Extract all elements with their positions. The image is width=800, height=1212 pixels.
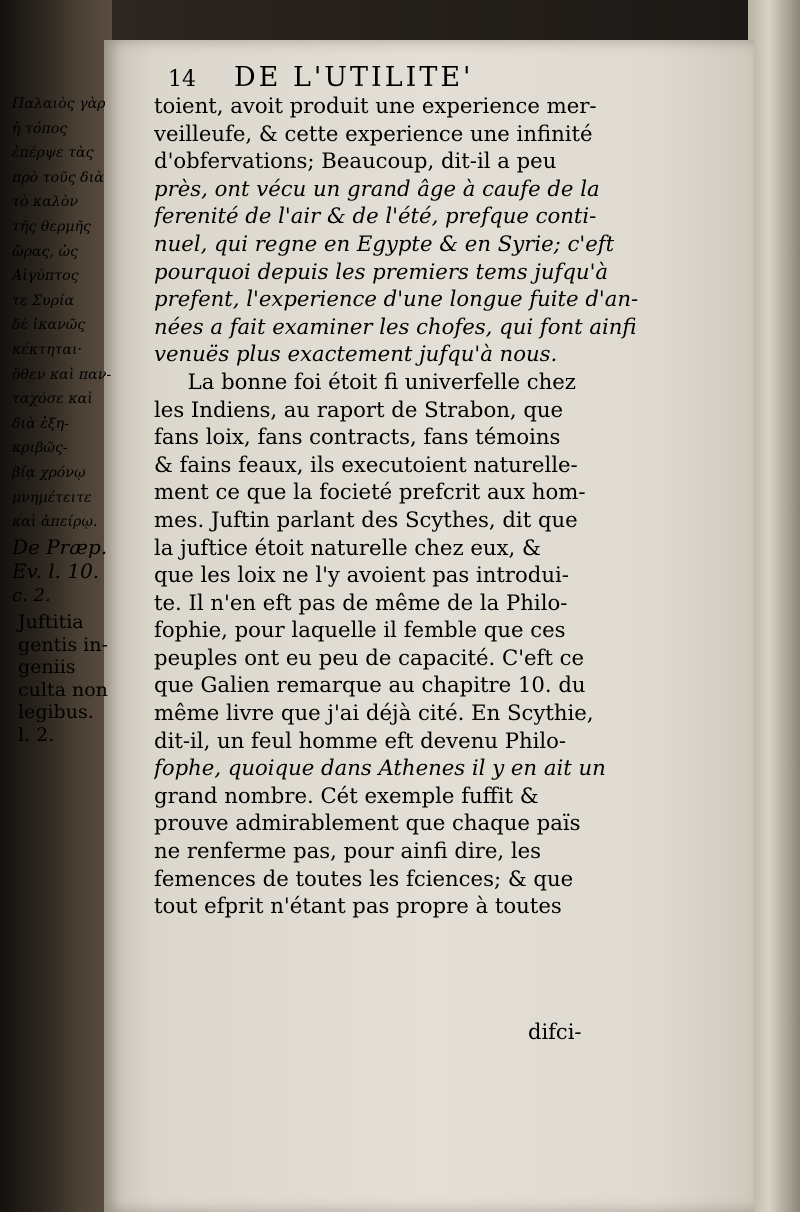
- greek-note-line: βίᾳ χρόνῳ: [12, 464, 86, 481]
- text-line: veilleufe, & cette experience une infinité: [154, 120, 593, 146]
- greek-note-line: μνημέτειτε: [12, 489, 92, 506]
- latin-note-line: legibus.: [18, 701, 94, 723]
- greek-note-line: ὅθεν καὶ παν-: [12, 366, 112, 383]
- greek-note-line: ὥρας, ὡς: [12, 243, 78, 260]
- latin-note-line: Juftitia: [18, 611, 84, 633]
- greek-note-line: καὶ ἀπείρῳ.: [12, 514, 98, 531]
- text-line: La bonne foi étoit fi univerfelle chez: [154, 368, 576, 394]
- text-line: nées a fait examiner les chofes, qui font ainfi: [154, 313, 637, 339]
- text-line: les Indiens, au raport de Strabon, que: [154, 396, 564, 422]
- text-line: ferenité de l'air & de l'été, prefque conti-: [154, 203, 597, 229]
- source-note-line: Ev. l. 10.: [12, 559, 100, 584]
- main-text-column: [154, 92, 646, 920]
- text-line: prouve admirablement que chaque païs: [154, 810, 581, 836]
- text-line: & fains feaux, ils executoient naturelle-: [154, 451, 578, 477]
- greek-note-line: ἐπέρψε τὰς: [12, 145, 94, 162]
- text-line: fans loix, fans contracts, fans témoins: [154, 424, 561, 450]
- text-line: te. Il n'en eft pas de même de la Philo-: [154, 589, 568, 615]
- latin-margin-note: [18, 611, 158, 746]
- text-line: toient, avoit produit une experience mer-: [154, 93, 597, 118]
- text-line: que les loix ne l'y avoient pas introdui-: [154, 562, 569, 588]
- greek-note-line: πρὸ τοῦς διὰ: [12, 169, 104, 186]
- page-edge-right: [748, 0, 800, 1212]
- greek-note-line: δὲ ἱκανῶς: [12, 317, 86, 334]
- greek-note-line: τῆς θερμῆς: [12, 218, 91, 235]
- latin-note-line: l. 2.: [18, 723, 55, 746]
- text-line: la juftice étoit naturelle chez eux, &: [154, 534, 541, 560]
- text-line: venuës plus exactement jufqu'à nous.: [154, 341, 558, 367]
- latin-note-line: gentis in-: [18, 633, 108, 656]
- text-line: ment ce que la focieté prefcrit aux hom-: [154, 479, 586, 505]
- text-line: tout efprit n'étant pas propre à toutes: [154, 893, 562, 919]
- greek-note-line: κριβῶς-: [12, 440, 68, 457]
- page-number: 14: [168, 67, 196, 92]
- greek-note-line: διὰ ἐξη-: [12, 415, 69, 432]
- latin-note-line: culta non: [18, 678, 108, 701]
- text-line: que Galien remarque au chapitre 10. du: [154, 672, 586, 698]
- text-line: grand nombre. Cét exemple fuffit &: [154, 782, 539, 808]
- text-line: peuples ont eu peu de capacité. C'eft ce: [154, 644, 585, 670]
- source-note-line: De Præp.: [12, 534, 108, 559]
- text-line: pourquoi depuis les premiers tems jufqu'à: [154, 258, 609, 284]
- text-line: fophie, pour laquelle il femble que ces: [154, 617, 566, 643]
- greek-note-line: τὸ καλὸν: [12, 194, 78, 211]
- greek-note-line: ἡ τόπος: [12, 120, 68, 137]
- text-line: mes. Juftin parlant des Scythes, dit que: [154, 506, 578, 532]
- greek-margin-note: [12, 92, 147, 608]
- greek-note-line: ταχόσε καὶ: [12, 391, 93, 408]
- text-line: ne renferme pas, pour ainfi dire, les: [154, 838, 542, 864]
- text-line: nuel, qui regne en Egypte & en Syrie; c'eft: [154, 230, 615, 256]
- greek-note-line: τε Συρία: [12, 292, 75, 309]
- text-line: même livre que j'ai déjà cité. En Scythie,: [154, 700, 594, 726]
- text-line: dit-il, un feul homme eft devenu Philo-: [154, 727, 567, 753]
- text-line: femences de toutes les fciences; & que: [154, 865, 574, 891]
- text-line: fophe, quoique dans Athenes il y en ait un: [154, 755, 606, 781]
- catchword: difci-: [528, 1020, 582, 1044]
- running-title: DE L'UTILITE': [234, 62, 474, 93]
- running-header: [168, 62, 473, 93]
- latin-note-line: geniis: [18, 656, 76, 678]
- text-line: prefent, l'experience d'une longue fuite d'an-: [154, 286, 639, 312]
- source-note-line: c. 2.: [12, 584, 51, 606]
- greek-note-line: Αἰγύπτος: [12, 268, 79, 285]
- greek-note-line: Παλαιὸς γὰρ: [12, 96, 106, 112]
- greek-note-line: κέκτηται·: [12, 341, 83, 358]
- text-line: près, ont vécu un grand âge à caufe de la: [154, 175, 600, 201]
- text-line: d'obfervations; Beaucoup, dit-il a peu: [154, 148, 557, 174]
